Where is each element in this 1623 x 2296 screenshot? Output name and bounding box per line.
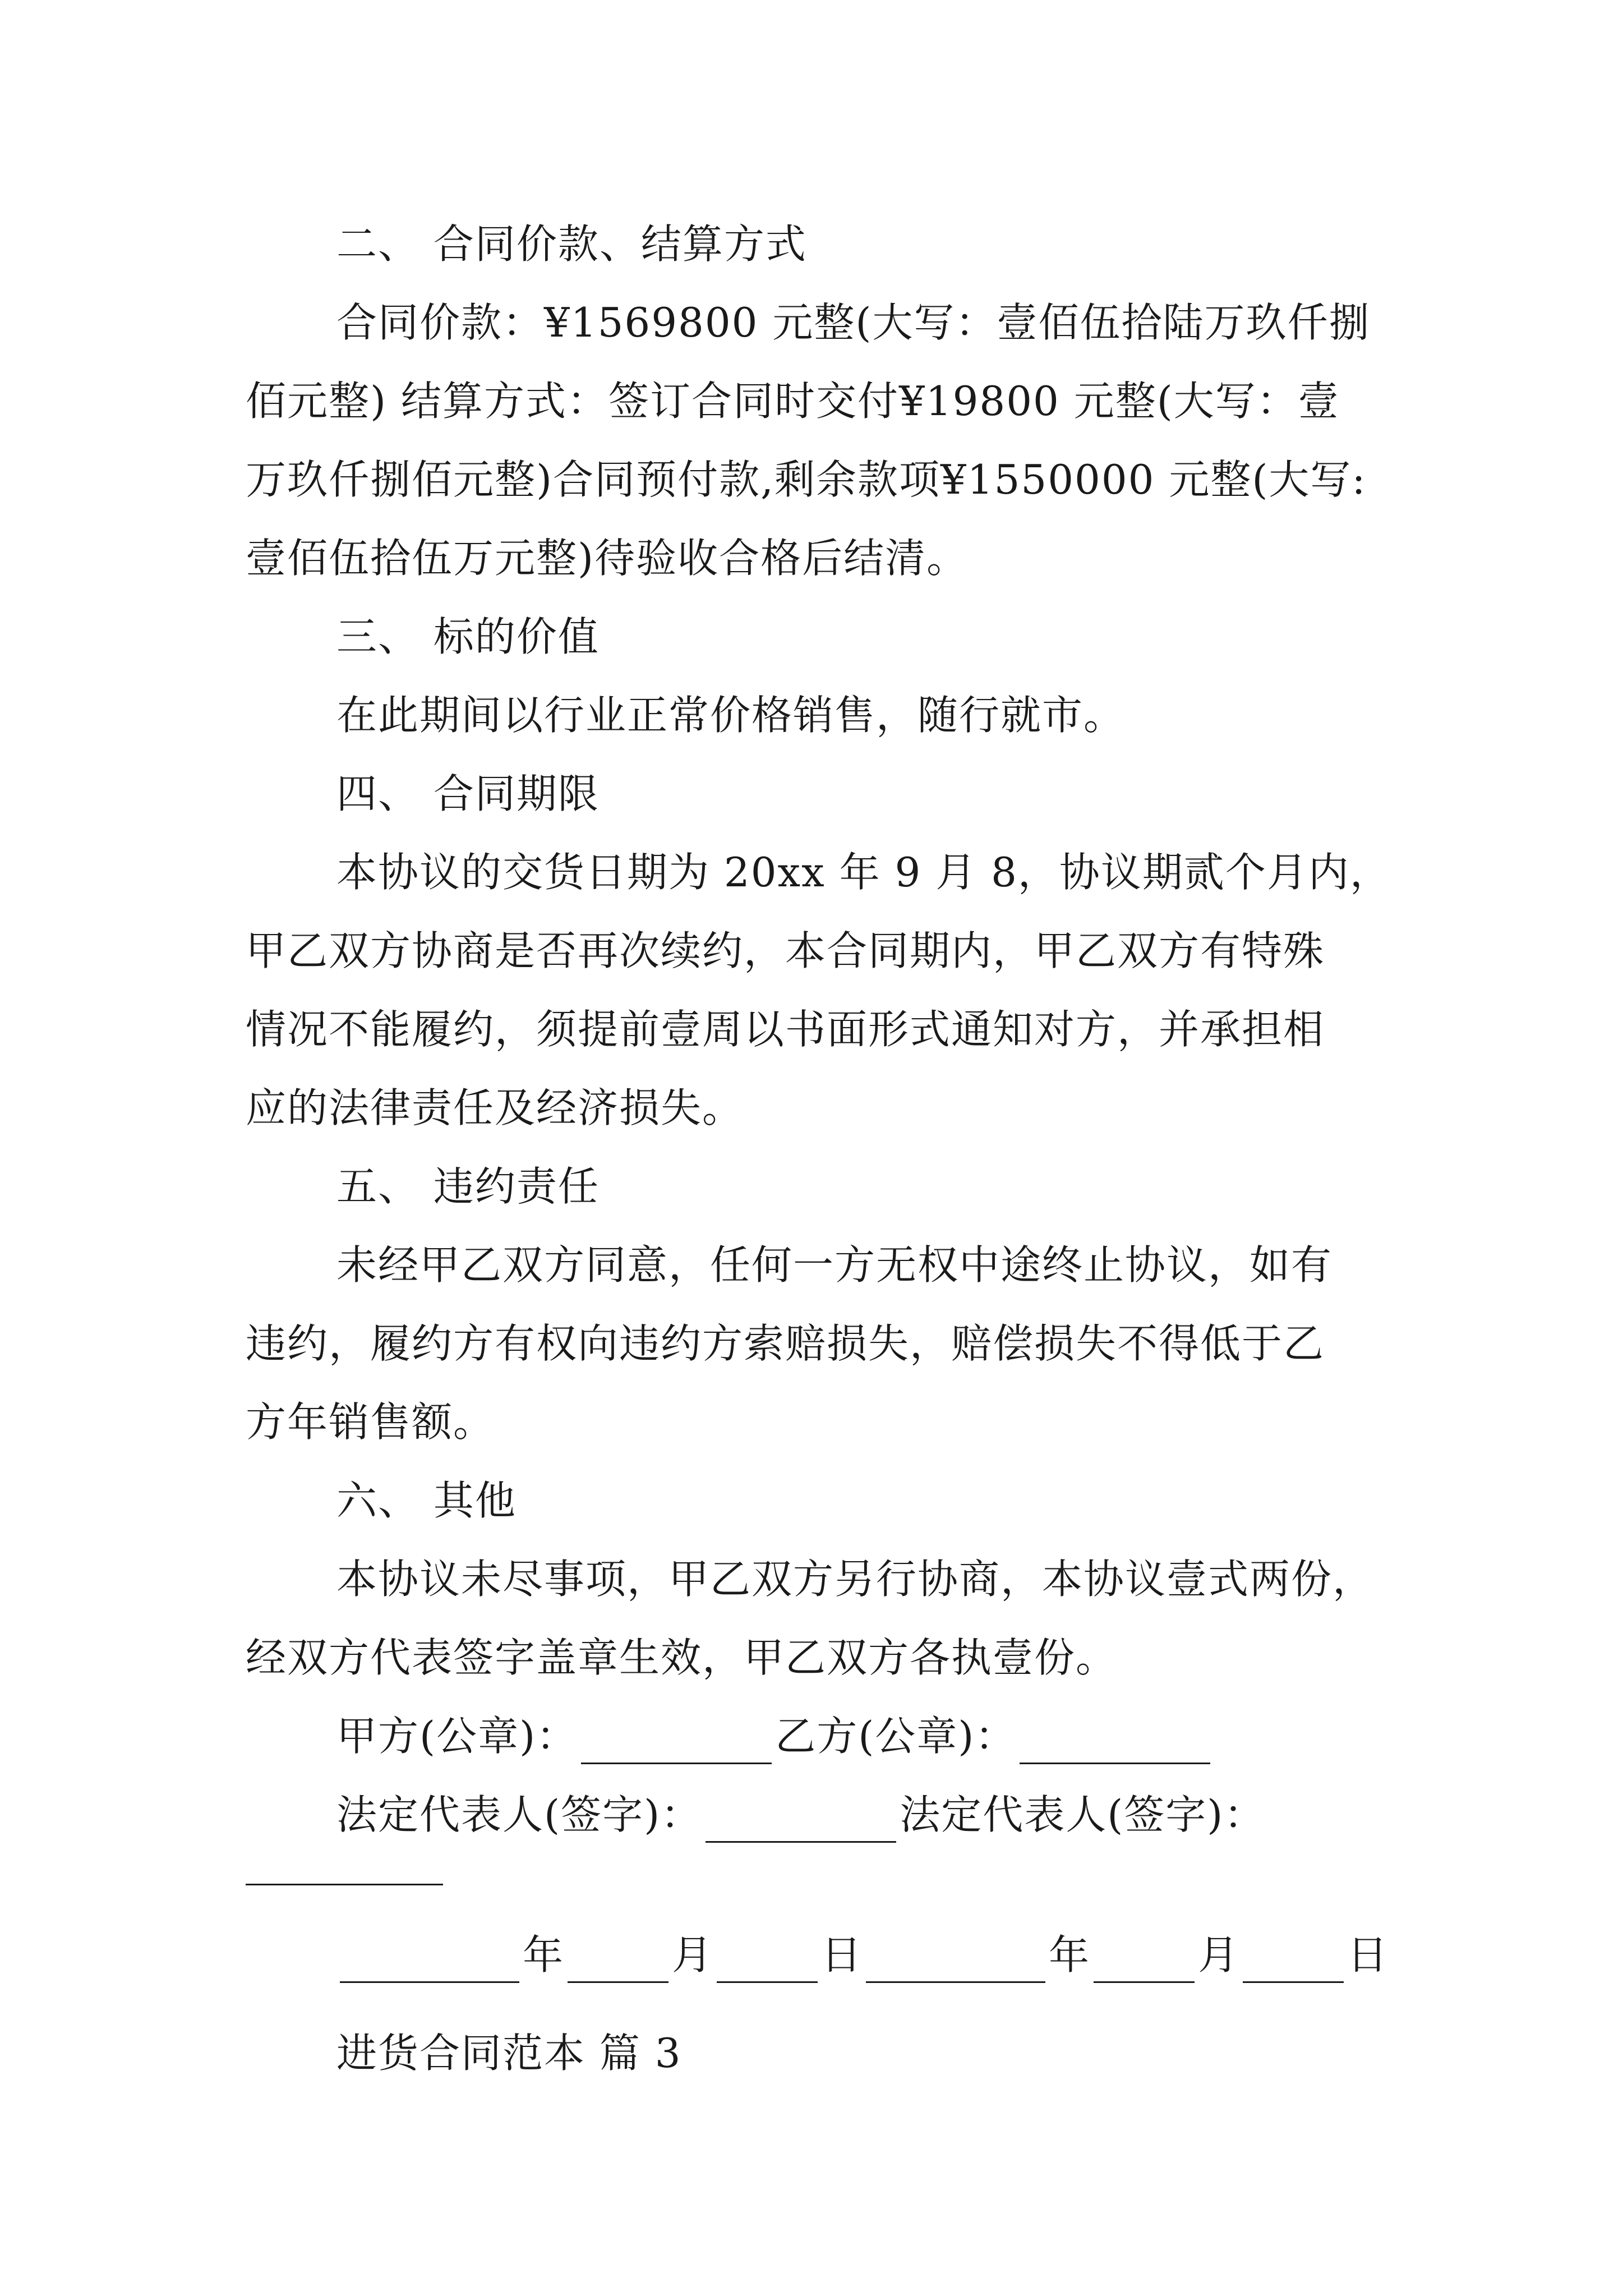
date-a-year-blank[interactable] xyxy=(340,1942,519,1983)
date-b-month-blank[interactable] xyxy=(1094,1942,1195,1983)
legal-rep-a-blank[interactable] xyxy=(706,1802,896,1843)
section-5-heading: 五、 违约责任 xyxy=(336,1163,600,1210)
section-4-line-4: 应的法律责任及经济损失。 xyxy=(246,1084,744,1131)
section-5-line-2: 违约，履约方有权向违约方索赔损失，赔偿损失不得低于乙 xyxy=(246,1320,1325,1367)
section-2-line-1: 合同价款：¥1569800 元整(大写：壹佰伍拾陆万玖仟捌 xyxy=(336,299,1371,346)
legal-rep-b-label: 法定代表人(签字)： xyxy=(900,1791,1266,1838)
section-2-line-3: 万玖仟捌佰元整)合同预付款,剩余款项¥1550000 元整(大写: xyxy=(246,456,1367,503)
date-b-day-label: 日 xyxy=(1347,1931,1389,1978)
date-b-day-blank[interactable] xyxy=(1243,1942,1344,1983)
next-contract-title: 进货合同范本 篇 3 xyxy=(336,2030,682,2077)
section-5-line-3: 方年销售额。 xyxy=(246,1398,495,1446)
section-2-line-2: 佰元整) 结算方式：签订合同时交付¥19800 元整(大写：壹 xyxy=(246,378,1340,425)
section-3-heading: 三、 标的价值 xyxy=(336,613,600,660)
section-4-line-2: 甲乙双方协商是否再次续约，本合同期内，甲乙双方有特殊 xyxy=(246,927,1325,974)
section-4-line-3: 情况不能履约，须提前壹周以书面形式通知对方，并承担相 xyxy=(246,1006,1325,1053)
date-b-month-label: 月 xyxy=(1198,1931,1240,1978)
section-5-line-1: 未经甲乙双方同意，任何一方无权中途终止协议，如有 xyxy=(336,1241,1333,1289)
seal-line xyxy=(336,1708,1503,1764)
party-b-seal-label: 乙方(公章)： xyxy=(775,1713,1017,1760)
legal-rep-line xyxy=(336,1787,1503,1843)
date-a-day-label: 日 xyxy=(821,1931,863,1978)
section-4-line-1: 本协议的交货日期为 20xx 年 9 月 8，协议期贰个月内， xyxy=(336,849,1391,896)
date-a-month-label: 月 xyxy=(672,1931,714,1978)
party-a-seal-blank[interactable] xyxy=(581,1723,772,1764)
date-a-day-blank[interactable] xyxy=(717,1942,818,1983)
legal-rep-b-blank[interactable] xyxy=(246,1884,443,1885)
date-a-month-blank[interactable] xyxy=(568,1942,668,1983)
section-6-heading: 六、 其他 xyxy=(336,1477,517,1524)
party-b-seal-blank[interactable] xyxy=(1020,1723,1210,1764)
date-line xyxy=(336,1927,1503,1983)
date-a-year-label: 年 xyxy=(523,1931,565,1978)
date-b-year-blank[interactable] xyxy=(866,1942,1045,1983)
section-4-heading: 四、 合同期限 xyxy=(336,770,600,817)
section-6-line-2: 经双方代表签字盖章生效，甲乙双方各执壹份。 xyxy=(246,1634,1118,1681)
section-2-heading: 二、 合同价款、结算方式 xyxy=(336,220,807,268)
date-b-year-label: 年 xyxy=(1049,1931,1091,1978)
section-6-line-1: 本协议未尽事项，甲乙双方另行协商，本协议壹式两份， xyxy=(336,1556,1375,1603)
section-2-line-4: 壹佰伍拾伍万元整)待验收合格后结清。 xyxy=(246,535,969,582)
section-3-line-1: 在此期间以行业正常价格销售，随行就市。 xyxy=(336,692,1126,739)
party-a-seal-label: 甲方(公章)： xyxy=(336,1713,578,1760)
legal-rep-a-label: 法定代表人(签字)： xyxy=(336,1791,703,1838)
